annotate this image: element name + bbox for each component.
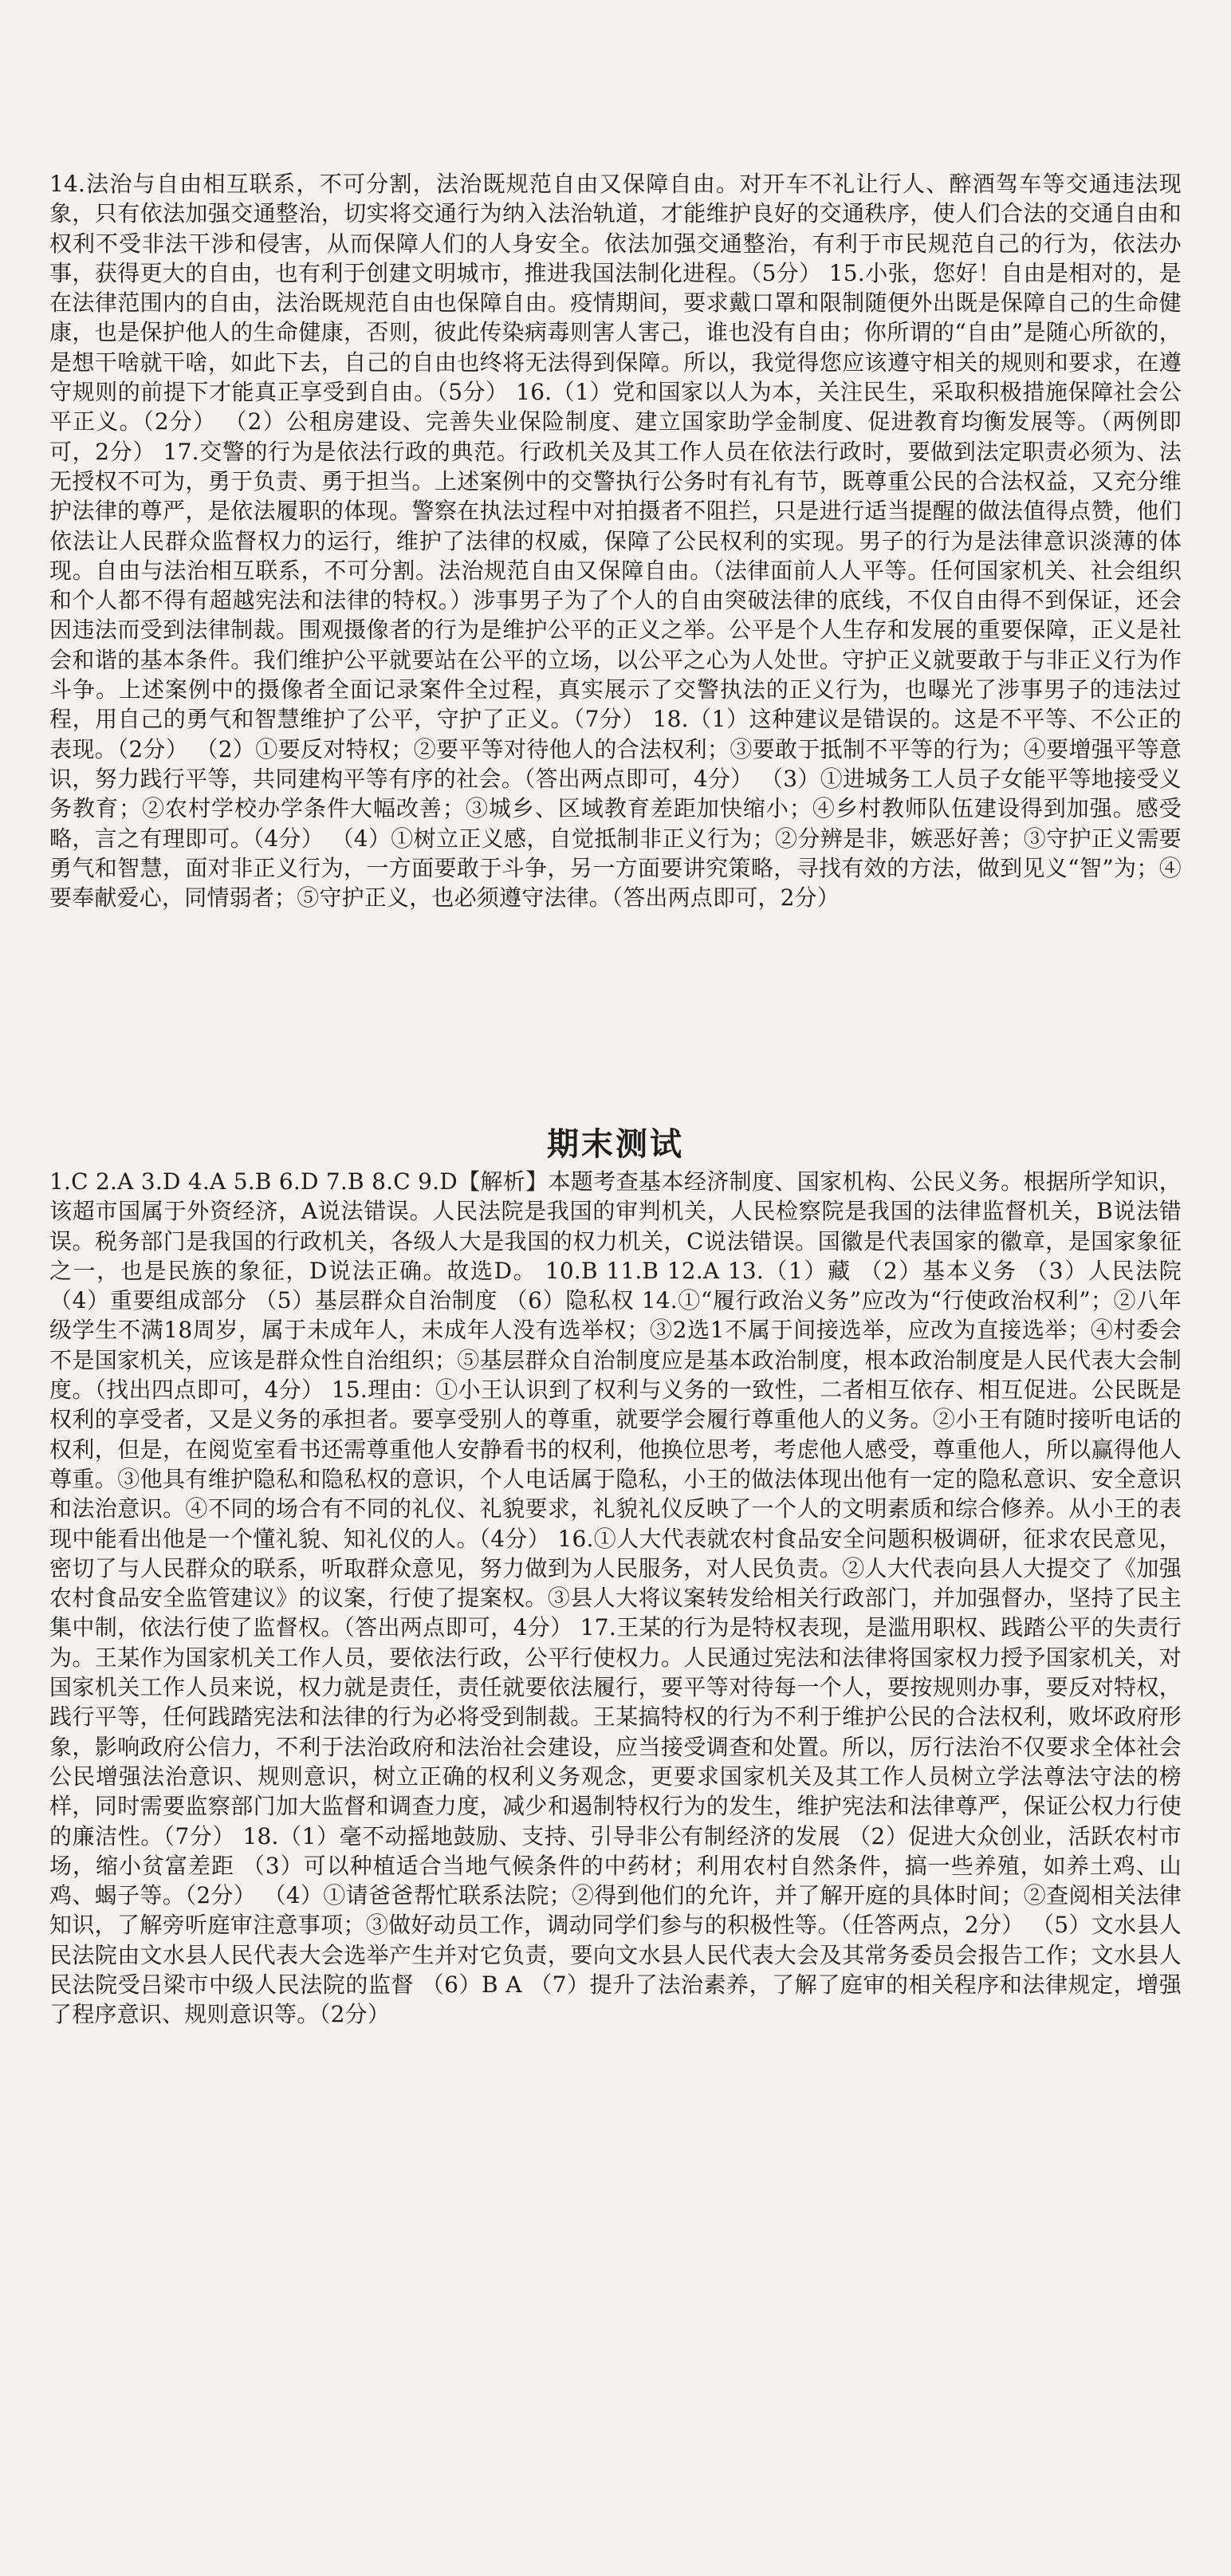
answer-text-block-2: 1.C 2.A 3.D 4.A 5.B 6.D 7.B 8.C 9.D【解析】本题考查基本经济制度、国家机构、公民义务。根据所学知识，该超市国属于外资经济，A说法错误。人民法院是我国的审判机关，人民检察院是我国的法律监督机关，B说法错误。税务部门是我国的行政机关，各级人大是我国的权力机关，C说法错误。国徽是代表国家的徽章，是国家象征之一，也是民族的象征，D说法正确。故选D。 10.B 11.B 12.A 13.（1）藏 （2）基本义务 （3）人民法院 （4）重要组成部分 （5）基层群众自治制度 （6）隐私权 14.①“履行政治义务”应改为“行使政治权利”；②八年级学生不满18周岁，属于未成年人，未成年人没有选举权；③2选1不属于间接选举，应改为直接选举；④村委会不是国家机关，应该是群众性自治组织；⑤基层群众自治制度应是基本政治制度，根本政治制度是人民代表大会制度。（找出四点即可，4分） 15.理由：①小王认识到了权利与义务的一致性，二者相互依存、相互促进。公民既是权利的享受者，又是义务的承担者。要享受别人的尊重，就要学会履行尊重他人的义务。②小王有随时接听电话的权利，但是，在阅览室看书还需尊重他人安静看书的权利，他换位思考，考虑他人感受，尊重他人，所以赢得他人尊重。③他具有维护隐私和隐私权的意识，个人电话属于隐私，小王的做法体现出他有一定的隐私意识、安全意识和法治意识。④不同的场合有不同的礼仪、礼貌要求，礼貌礼仪反映了一个人的文明素质和综合修养。从小王的表现中能看出他是一个懂礼貌、知礼仪的人。（4分） 16.①人大代表就农村食品安全问题积极调研，征求农民意见，密切了与人民群众的联系，听取群众意见，努力做到为人民服务，对人民负责。②人大代表向县人大提交了《加强农村食品安全监管建议》的议案，行使了提案权。③县人大将议案转发给相关行政部门，并加强督办，坚持了民主集中制，依法行使了监督权。（答出两点即可，4分） 17.王某的行为是特权表现，是滥用职权、践踏公平的失责行为。王某作为国家机关工作人员，要依法行政，公平行使权力。人民通过宪法和法律将国家权力授予国家机关，对国家机关工作人员来说，权力就是责任，责任就要依法履行，要平等对待每一个人，要按规则办事，要反对特权，践行平等，任何践踏宪法和法律的行为必将受到制裁。王某搞特权的行为不利于维护公民的合法权利，败坏政府形象，影响政府公信力，不利于法治政府和法治社会建设，应当接受调查和处置。所以，厉行法治不仅要求全体社会公民增强法治意识、规则意识，树立正确的权利义务观念，更要求国家机关及其工作人员树立学法尊法守法的榜样，同时需要监察部门加大监督和调查力度，减少和遏制特权行为的发生，维护宪法和法律尊严，保证公权力行使的廉洁性。（7分） 18.（1）毫不动摇地鼓励、支持、引导非公有制经济的发展 （2）促进大众创业，活跃农村市场，缩小贫富差距 （3）可以种植适合当地气候条件的中药材；利用农村自然条件，搞一些养殖，如养土鸡、山鸡、蝎子等。（2分） （4）①请爸爸帮忙联系法院；②得到他们的允许，并了解开庭的具体时间；②查阅相关法律知识，了解旁听庭审注意事项；③做好动员工作，调动同学们参与的积极性等。（任答两点，2分） （5）文水县人民法院由文水县人民代表大会选举产生并对它负责，要向文水县人民代表大会及其常务委员会报告工作；文水县人民法院受吕梁市中级人民法院的监督 （6）B A （7）提升了法治素养，了解了庭审的相关程序和法律规定，增强了程序意识、规则意识等。（2分）: [49, 1168, 1182, 2028]
answer-text-block-1: 14.法治与自由相互联系，不可分割，法治既规范自由又保障自由。对开车不礼让行人、醉酒驾车等交通违法现象，只有依法加强交通整治，切实将交通行为纳入法治轨道，才能维护良好的交通秩序，使人们合法的交通自由和权利不受非法干涉和侵害，从而保障人们的人身安全。依法加强交通整治，有利于市民规范自己的行为，依法办事，获得更大的自由，也有利于创建文明城市，推进我国法制化进程。（5分） 15.小张，您好！自由是相对的，是在法律范围内的自由，法治既规范自由也保障自由。疫情期间，要求戴口罩和限制随便外出既是保障自己的生命健康，也是保护他人的生命健康，否则，彼此传染病毒则害人害己，谁也没有自由；你所谓的“自由”是随心所欲的，是想干啥就干啥，如此下去，自己的自由也终将无法得到保障。所以，我觉得您应该遵守相关的规则和要求，在遵守规则的前提下才能真正享受到自由。（5分） 16.（1）党和国家以人为本，关注民生，采取积极措施保障社会公平正义。（2分） （2）公租房建设、完善失业保险制度、建立国家助学金制度、促进教育均衡发展等。（两例即可，2分） 17.交警的行为是依法行政的典范。行政机关及其工作人员在依法行政时，要做到法定职责必须为、法无授权不可为，勇于负责、勇于担当。上述案例中的交警执行公务时有礼有节，既尊重公民的合法权益，又充分维护法律的尊严，是依法履职的体现。警察在执法过程中对拍摄者不阻拦，只是进行适当提醒的做法值得点赞，他们依法让人民群众监督权力的运行，维护了法律的权威，保障了公民权利的实现。男子的行为是法律意识淡薄的体现。自由与法治相互联系，不可分割。法治规范自由又保障自由。（法律面前人人平等。任何国家机关、社会组织和个人都不得有超越宪法和法律的特权。）涉事男子为了个人的自由突破法律的底线，不仅自由得不到保证，还会因违法而受到法律制裁。围观摄像者的行为是维护公平的正义之举。公平是个人生存和发展的重要保障，正义是社会和谐的基本条件。我们维护公平就要站在公平的立场，以公平之心为人处世。守护正义就要敢于与非正义行为作斗争。上述案例中的摄像者全面记录案件全过程，真实展示了交警执法的正义行为，也曝光了涉事男子的违法过程，用自己的勇气和智慧维护了公平，守护了正义。（7分） 18.（1）这种建议是错误的。这是不平等、不公正的表现。（2分） （2）①要反对特权；②要平等对待他人的合法权利；③要敢于抵制不平等的行为；④要增强平等意识，努力践行平等，共同建构平等有序的社会。（答出两点即可，4分） （3）①进城务工人员子女能平等地接受义务教育；②农村学校办学条件大幅改善；③城乡、区域教育差距加快缩小；④乡村教师队伍建设得到加强。感受略，言之有理即可。（4分） （4）①树立正义感，自觉抵制非正义行为；②分辨是非，嫉恶好善；③守护正义需要勇气和智慧，面对非正义行为，一方面要敢于斗争，另一方面要讲究策略，寻找有效的方法，做到见义“智”为；④要奉献爱心，同情弱者；⑤守护正义，也必须遵守法律。（答出两点即可，2分）: [49, 171, 1182, 912]
section-heading-final-test: 期末测试: [547, 1126, 684, 1163]
answer-section-previous-unit: [49, 169, 1182, 1121]
answer-section-final-test: [49, 1167, 1182, 2348]
